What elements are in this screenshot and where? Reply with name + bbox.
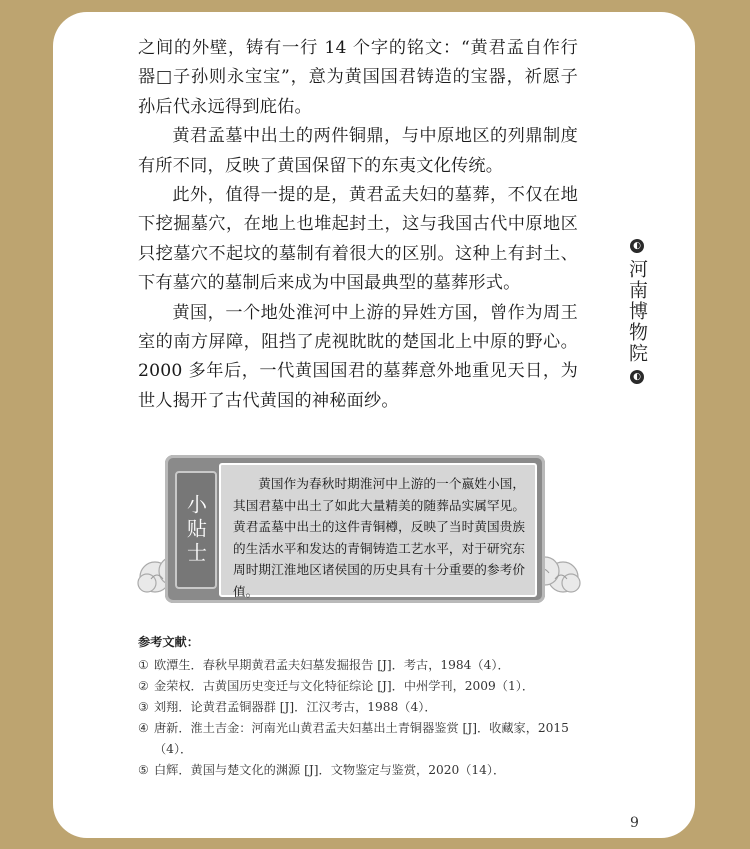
reference-item: [138, 655, 588, 676]
paragraph-1: 之间的外壁，铸有一行 14 个字的铭文：“黄君孟自作行器□子孙则永宝宝”，意为黄国国君铸造的宝器，祈愿子孙后代永远得到庇佑。: [138, 38, 578, 117]
reference-number: ④: [138, 721, 149, 735]
paragraph-2: 黄君孟墓中出土的两件铜鼎，与中原地区的列鼎制度有所不同，反映了黄国保留下的东夷文化传统。: [138, 126, 578, 176]
tip-content: 黄国作为春秋时期淮河中上游的一个嬴姓小国，其国君墓中出土了如此大量精美的随葬品实属罕见。黄君孟墓中出土的这件青铜樽，反映了当时黄国贵族的生活水平和发达的青铜铸造工艺水平，对于研究东周时期江淮地区诸侯国的历史具有十分重要的参考价值。: [219, 463, 537, 597]
reference-item: [138, 760, 588, 781]
tip-label: [175, 471, 217, 589]
references-title: 参考文献：: [138, 635, 199, 649]
reference-number: ②: [138, 679, 149, 693]
page-number: 9: [630, 815, 639, 831]
reference-text: 金荣权．古黄国历史变迁与文化特征综论 [J]．中州学刊，2009（1）．: [154, 679, 535, 693]
reference-text: 刘翔．论黄君孟铜器群 [J]．江汉考古，1988（4）．: [154, 700, 437, 714]
ornament-icon: ◐: [630, 239, 644, 253]
reference-item: [138, 718, 588, 760]
tip-box: [135, 455, 580, 615]
paragraph-4: 黄国，一个地处淮河中上游的异姓方国，曾作为周王室的南方屏障，阻挡了虎视眈眈的楚国北上中原的野心。2000 多年后，一代黄国国君的墓葬意外地重见天日，为世人揭开了古代黄国的神秘面纱。: [138, 302, 578, 411]
tip-label-text: 小贴士: [183, 494, 208, 566]
reference-number: ⑤: [138, 763, 149, 777]
reference-item: [138, 676, 588, 697]
museum-title: 河南博物院: [626, 259, 648, 364]
reference-item: [138, 697, 588, 718]
body-text: [138, 34, 578, 416]
references: [138, 632, 588, 781]
reference-text: 欧潭生．春秋早期黄君孟夫妇墓发掘报告 [J]．考古，1984（4）．: [154, 658, 510, 672]
reference-number: ①: [138, 658, 149, 672]
paragraph-3: 此外，值得一提的是，黄君孟夫妇的墓葬，不仅在地下挖掘墓穴，在地上也堆起封土，这与我国古代中原地区只挖墓穴不起坟的墓制有着很大的区别。这种上有封土、下有墓穴的墓制后来成为中国最典型的墓葬形式。: [138, 185, 578, 294]
ornament-icon: ◐: [630, 370, 644, 384]
side-title: [622, 237, 652, 386]
reference-text: 白辉．黄国与楚文化的渊源 [J]．文物鉴定与鉴赏，2020（14）．: [154, 763, 506, 777]
reference-text: 唐新．淮土吉金：河南光山黄君孟夫妇墓出土青铜器鉴赏 [J]．收藏家，2015（4）．: [154, 721, 569, 756]
reference-number: ③: [138, 700, 149, 714]
